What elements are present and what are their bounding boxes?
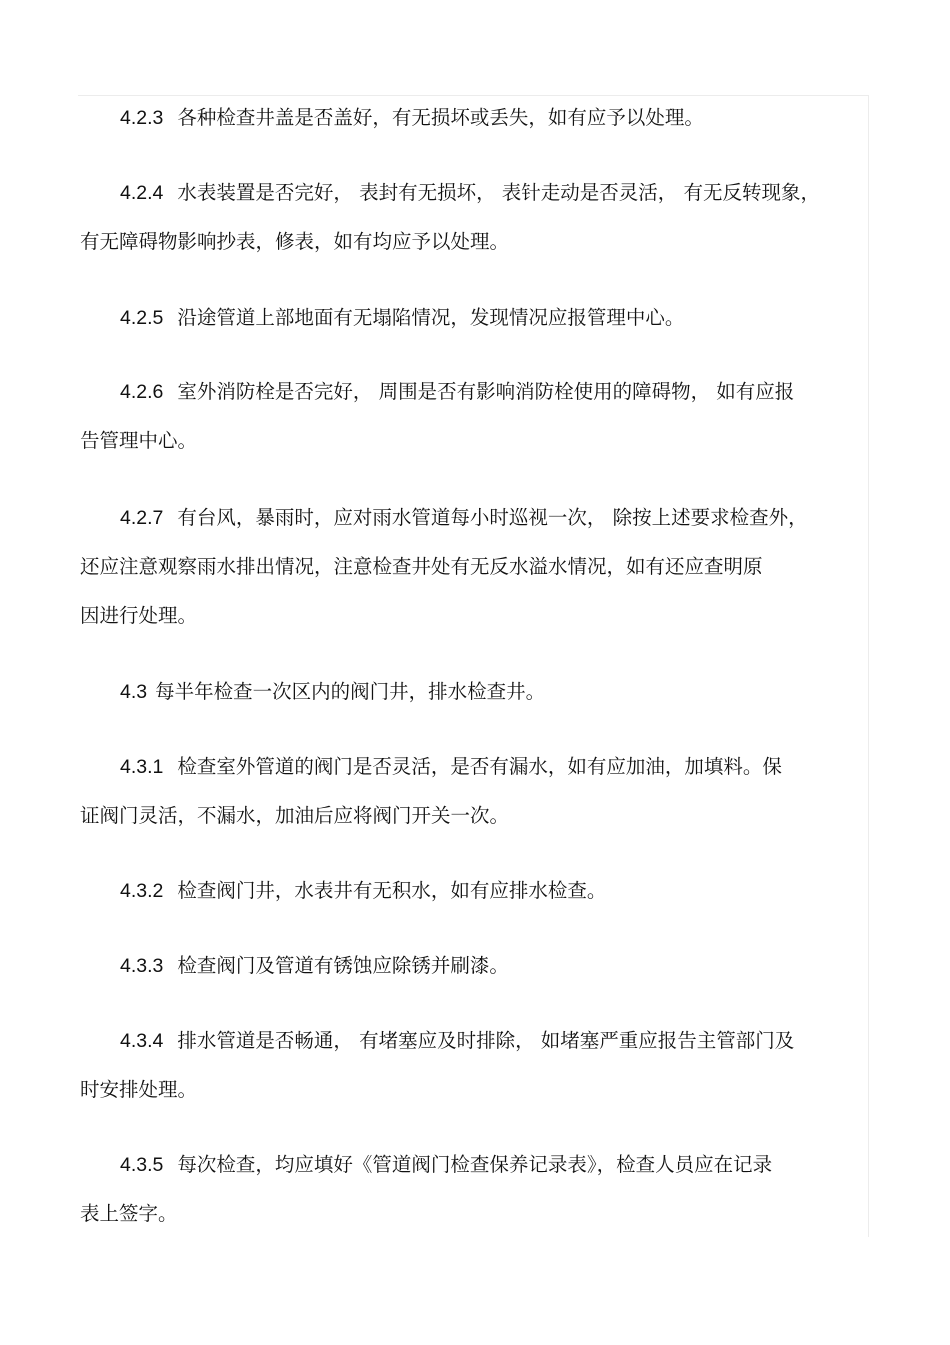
section-number: 4.3.1 — [120, 756, 164, 778]
paragraph-4-3 — [80, 667, 870, 716]
paragraph-line: 还应注意观察雨水排出情况，注意检查井处有无反水溢水情况，如有还应查明原 — [80, 555, 763, 578]
paragraph-line: 室外消防栓是否完好， 周围是否有影响消防栓使用的障碍物， 如有应报 — [177, 380, 795, 403]
paragraph-line: 每次检查，均应填好《管道阀门检查保养记录表》，检查人员应在记录 — [177, 1153, 773, 1176]
paragraph-4-2-6 — [80, 367, 870, 465]
paragraph-line: 证阀门灵活，不漏水，加油后应将阀门开关一次。 — [80, 804, 510, 827]
section-number: 4.3.3 — [120, 955, 164, 977]
section-number: 4.3.2 — [120, 880, 164, 902]
paragraph-line: 各种检查井盖是否盖好，有无损坏或丢失，如有应予以处理。 — [177, 106, 704, 129]
paragraph-4-3-2 — [80, 866, 870, 915]
paragraph-line: 因进行处理。 — [80, 604, 198, 627]
paragraph-line: 检查室外管道的阀门是否灵活，是否有漏水，如有应加油，加填料。保 — [177, 755, 782, 778]
section-number: 4.2.4 — [120, 182, 164, 204]
paragraph-line: 时安排处理。 — [80, 1078, 198, 1101]
paragraph-line: 沿途管道上部地面有无塌陷情况，发现情况应报管理中心。 — [177, 306, 685, 329]
section-number: 4.2.7 — [120, 507, 164, 529]
paragraph-4-2-7 — [80, 493, 870, 640]
section-number: 4.3.5 — [120, 1154, 164, 1176]
paragraph-4-2-4 — [80, 168, 870, 266]
paragraph-4-3-3 — [80, 941, 870, 990]
paragraph-line: 有无障碍物影响抄表，修表，如有均应予以处理。 — [80, 230, 510, 253]
paragraph-line: 水表装置是否完好， 表封有无损坏， 表针走动是否灵活， 有无反转现象， — [177, 181, 820, 204]
section-number: 4.2.3 — [120, 107, 164, 129]
paragraph-4-2-3 — [80, 93, 870, 142]
paragraph-4-3-1 — [80, 742, 870, 840]
paragraph-line: 检查阀门及管道有锈蚀应除锈并刷漆。 — [177, 954, 509, 977]
section-number: 4.3.4 — [120, 1030, 164, 1052]
paragraph-4-3-5 — [80, 1140, 870, 1238]
section-number: 4.3 — [120, 681, 148, 703]
paragraph-line: 每半年检查一次区内的阀门井，排水检查井。 — [155, 680, 546, 703]
section-number: 4.2.6 — [120, 381, 164, 403]
section-number: 4.2.5 — [120, 307, 164, 329]
paragraph-4-2-5 — [80, 293, 870, 342]
paragraph-4-3-4 — [80, 1016, 870, 1114]
paragraph-line: 检查阀门井，水表井有无积水，如有应排水检查。 — [177, 879, 607, 902]
paragraph-line: 表上签字。 — [80, 1202, 178, 1225]
paragraph-line: 排水管道是否畅通， 有堵塞应及时排除， 如堵塞严重应报告主管部门及 — [177, 1029, 795, 1052]
paragraph-line: 告管理中心。 — [80, 429, 198, 452]
paragraph-line: 有台风，暴雨时，应对雨水管道每小时巡视一次， 除按上述要求检查外， — [177, 506, 808, 529]
